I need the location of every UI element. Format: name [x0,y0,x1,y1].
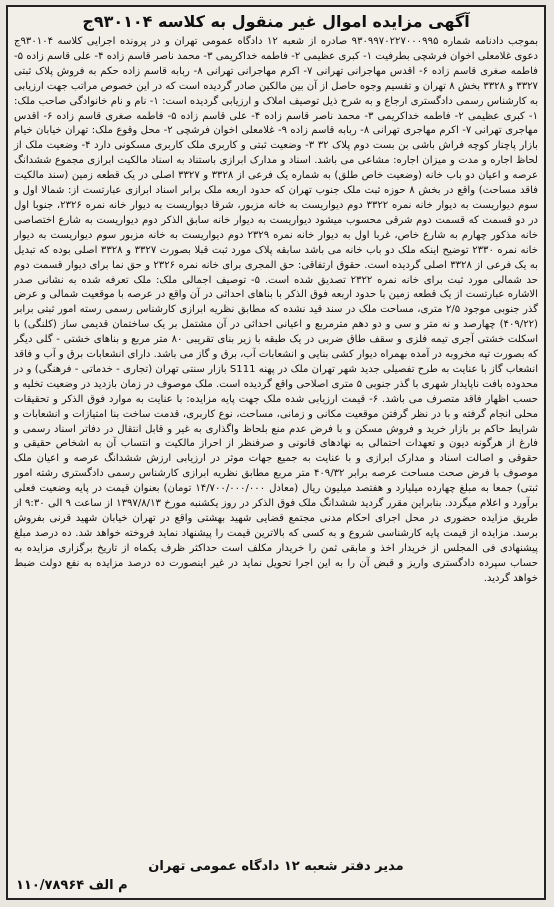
auction-notice [6,5,546,900]
office-signature: مدیر دفتر شعبه ۱۲ دادگاه عمومی تهران [148,859,404,874]
signature-row [16,858,536,894]
notice-body: بموجب دادنامه شماره ۹۳۰۹۹۷۰۲۲۷۰۰۰۹۹۵ صادره از شعبه ۱۲ دادگاه عمومی تهران و در پرونده اجرایی کلاسه ۹۳۰۱۰۴ج دعوی غلامعلی اخوان فرشچی بطرفیت ۱- کبری عظیمی ۲- فاطمه خداکریمی ۳- محمد ناصر قاسم زاده ۴- علی قاسم زاده ۵- فاطمه صغری قاسم زاده ۶- اقدس مهاجرانی تهرانی ۷- اکرم مهاجرانی تهرانی ۸- ربابه قاسم زاده حکم به فروش پلاک ثبتی ۳۳۲۷ و ۳۳۲۸ بخش ۸ تهران و تقسیم وجوه حاصل از آن بین مالکین صادر گردیده است که در این خصوص مراتب جهت ارزیابی به کارشناس رسمی دادگستری ارجاع و به شرح ذیل توصیف املاک و ارزیابی گردیده است: ۱- نام و نام خانوادگی صاحب ملک: ۱- کبری عظیمی ۲- فاطمه خداکریمی ۳- محمد ناصر قاسم زاده ۴- علی قاسم زاده ۵- فاطمه صغری قاسم زاده ۶- اقدس مهاجری تهرانی ۷- اکرم مهاجری تهرانی ۸- ربابه قاسم زاده ۹- غلامعلی اخوان فرشچی ۲- محل وقوع ملک: تهران خیابان خیام بازار پاچنار کوچه فراش باشی بن بست دوم پلاک ۳۲ ۳- وضعیت ثبتی و کاربری ملک کاربری مسکونی دارد ۴- وضعیت ملک از لحاظ اجاره و مدت و میزان اجاره: مشاعی می باشد. اسناد و مدارک ابرازی باستناد به اسناد مالکیت ابرازی مجموع ششدانگ عرصه و اعیان دو باب خانه (وضعیت خاص طلق) به شماره یک فرعی از ۳۳۲۸ و ۳۳۲۷ اصلی در یک قطعه زمین (سند مالکیت فاقد مساحت) واقع در بخش ۸ حوزه ثبت ملک جنوب تهران که حدود اربعه ملک برابر اسناد ابرازی عبارتست از: شمالا اول و سوم دیواریست به دیوار خانه نمره ۳۳۲۲ دوم دیواریست به خانه مزبور، شرقا دیواریست به دیوار خانه نمره ۲۳۲۶، جنوبا اول در دو قسمت که قسمت دوم شرقی محسوب میشود دیواریست به دیوار خانه سابق الذکر دوم دیواریست به شارع اختصاصی خانه مذکور چهارم به شارع خاص، غربا اول به دیوار خانه نمره ۲۳۲۹ دوم دیواریست به خانه مزبور سوم دیواریست به دیوار خانه نمره ۲۳۳۰ توضیح اینکه ملک دو باب خانه می باشد سابقه پلاک مورد ثبت قبلا بصورت ۳۳۲۷ و ۳۳۲۸ اصلی بوده که تبدیل به یک فرعی از ۳۳۲۸ اصلی گردیده است. حقوق ارتفاقی: حق المجری برای خانه نمره ۲۳۲۶ و حق نما برای دیوار قسمت دوم حد شمالی مورد ثبت برای خانه نمره ۲۳۲۲ تصدیق شده است. ۵- توصیف اجمالی ملک: ملک تعرفه شده به نشانی صدر الاشاره عبارتست از یک قطعه زمین با حدود اربعه فوق الذکر با بناهای احداثی در آن واقع در عرصه با موقعیت شمالی و عرض گذر جنوبی موجود ۲/۵ متری، مساحت ملک در سند قید نشده که مطابق نظریه ابرازی کارشناس رسمی رسته امور ثبتی برابر (۴۰۹/۲۲) چهارصد و نه متر و سی و دو دهم مترمربع و اعیانی احداثی در آن مشتمل بر یک ساختمان قدیمی ساز (کلنگی) با اسکلت خشتی آجری تیمه فلزی و سقف طاق ضربی در یک طبقه با زیر بنای تقریبی ۸۰ متر مربع و بناهای خشتی - گلی دیگر که بصورت تپه مخروبه در آمده بهمراه دیوار کشی بنایی و انشعابات آب، برق و گاز می باشد. دارای انشعابات برق و آب و فاقد انشعاب گاز با عنایت به طرح تفصیلی جدید شهر تهران ملک در پهنه S111 بازار سنتی تهران (تجاری - خدماتی - فرهنگی) و در محدوده بافت ناپایدار شهری با گذر جنوبی ۵ متری اصلاحی واقع گردیده است. ملک موصوف در زمان بازدید در وضعیت تخلیه و حسب اظهار فاقد متصرف می باشد. ۶- قیمت ارزیابی شده ملک جهت پایه مزایده: با عنایت به موارد فوق الذکر و تحقیقات محلی انجام گرفته و با در نظر گرفتن موقعیت مکانی و زمانی، مساحت، نوع کاربری، قدمت ساخت بنا امتیازات و انشعابات و شرایط حاکم بر بازار خرید و فروش مسکن و با فرض عدم منع بلحاظ واگذاری به غیر و قابل انتقال در دفاتر اسناد رسمی و فارغ از هرگونه دیون و تعهدات احتمالی به نهادهای قانونی و صرفنظر از احراز مالکیت و انتساب آن به اشخاص حقیقی و حقوقی و اصالت اسناد و مدارک ابرازی و با عنایت به جمیع جهات موثر در ارزیابی ارزش ششدانگ عرصه و اعیان ملک موصوف با فرض صحت مساحت عرصه برابر ۴۰۹/۳۲ متر مربع مطابق نظریه ابرازی کارشناس رسمی دادگستری رشته امور ثبتی) جمعا به مبلغ چهارده میلیارد و هفتصد میلیون ریال (معادل ۱۴/۷۰۰/۰۰۰/۰۰۰ تومان) بعنوان قیمت در پایه وضعیت فعلی برآورد و اعلام میگردد. بنابراین مقرر گردید ششدانگ ملک فوق الذکر در روز یکشنبه مورخ ۱۳۹۷/۸/۱۳ از ساعت ۹ الی ۹:۳۰ از طریق مزایده حضوری در محل اجرای احکام مدنی مجتمع قضایی شهید بهشتی واقع در تهران خیابان شهید قرنی بفروش برسد. مزایده از قیمت پایه کارشناسی شروع و به کسی که بالاترین قیمت را پیشنهاد نماید فروخته خواهد شد. ده درصد مبلغ پیشنهادی فی المجلس از خریدار اخذ و مابقی ثمن را خریدار مکلف است حداکثر ظرف یکماه از تاریخ برگزاری مزایده به حساب سپرده دادگستری واریز و قبض آن را به این اجرا تحویل نماید در غیر اینصورت ده درصد مزایده به نفع دولت ضبط خواهد گردید. [14,36,539,584]
notice-title: آگهی مزایده اموال غیر منقول به کلاسه ۹۳۰۱۰۴ج [82,12,470,31]
reference-number: ۱۱۰/۷۸۹۶۴ م الف [16,878,128,893]
